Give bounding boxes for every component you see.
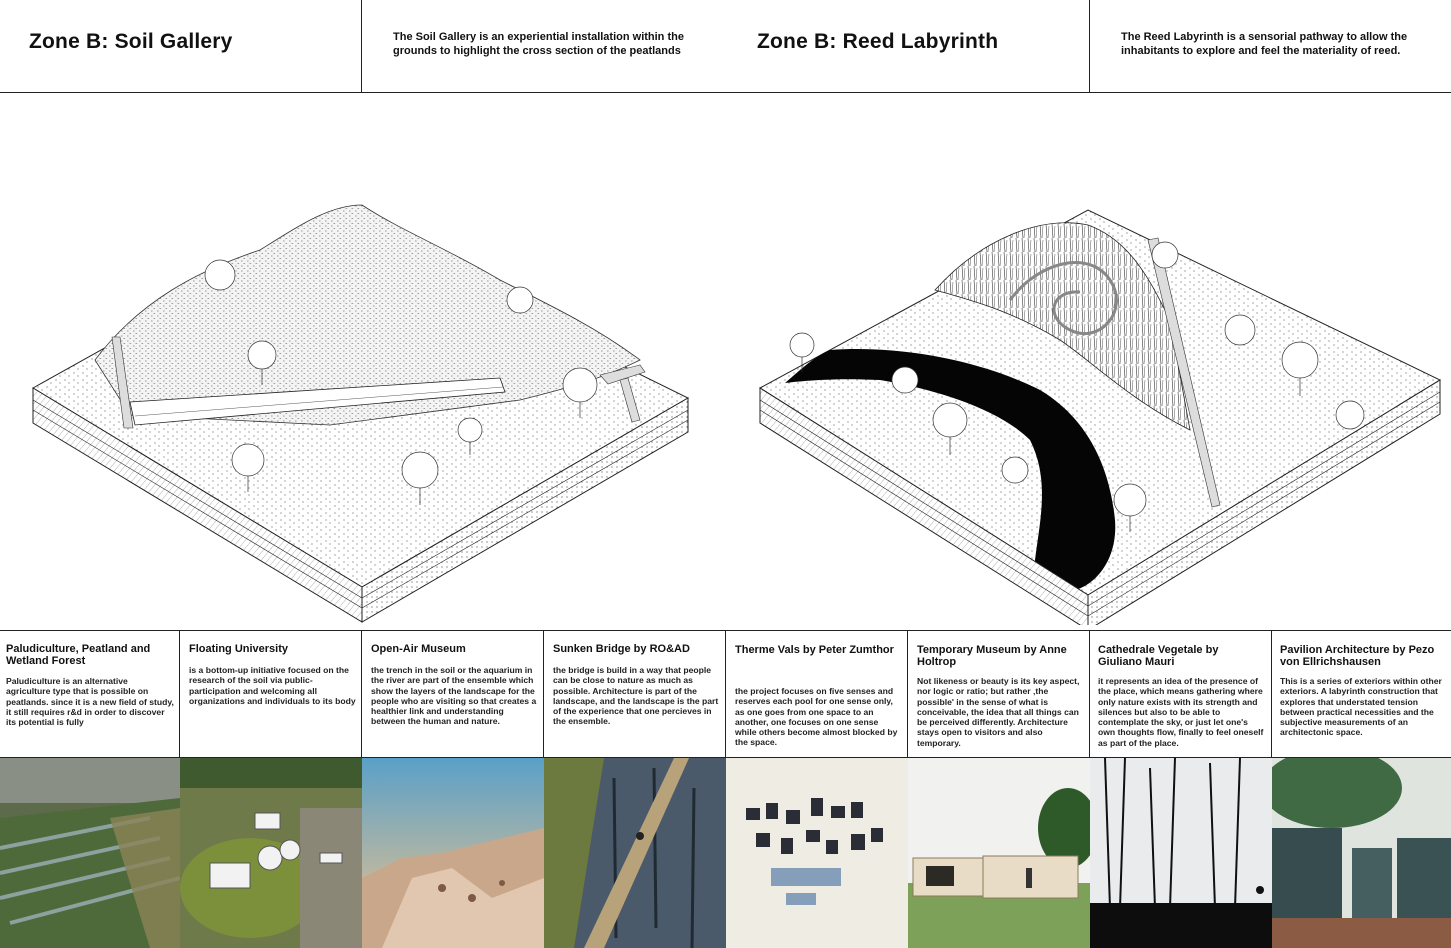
card-title: Sunken Bridge by RO&AD (553, 643, 690, 655)
card-floating-university (180, 631, 362, 757)
photo-temporary-museum (908, 758, 1090, 948)
card-cathedrale-vegetale (1090, 631, 1272, 757)
photo-open-air-museum (362, 758, 544, 948)
photo-sunken-bridge (544, 758, 726, 948)
reed-labyrinth-axonometric (726, 100, 1451, 625)
card-body: Not likeness or beauty is its key aspect, nor logic or ratio; but rather ‚the possible' in the sense of what is conceivable, the idea that all things can be perceived differently. Architecture stays open to visitors and also temporary. (917, 676, 1080, 748)
card-title: Floating University (189, 643, 289, 655)
card-title: Pavilion Architecture by Pezo von Ellrichshausen (1280, 644, 1435, 668)
photo-cathedrale-vegetale (1090, 758, 1272, 948)
reed-labyrinth-description-line2: inhabitants to explore and feel the materiality of reed. (1121, 45, 1401, 57)
header-divider (361, 0, 362, 92)
card-pavilion-architecture (1272, 631, 1451, 757)
soil-gallery-description-line2: grounds to highlight the cross section of the peatlands (393, 45, 681, 57)
soil-gallery-axonometric (0, 100, 725, 625)
reed-labyrinth-title: Zone B: Reed Labyrinth (757, 30, 999, 53)
photo-floating-university (180, 758, 362, 948)
card-temporary-museum (908, 631, 1090, 757)
card-paludiculture (0, 631, 180, 757)
soil-gallery-description (393, 30, 684, 58)
card-body: is a bottom-up initiative focused on the research of the soil via public-participation and welcoming all organizations and individuals to its body (189, 665, 356, 706)
card-title: Open-Air Museum (371, 643, 466, 655)
photo-pavilion-architecture (1272, 758, 1451, 948)
soil-gallery-title: Zone B: Soil Gallery (29, 30, 233, 53)
card-body: Paludiculture is an alternative agriculture type that is possible on peatlands. since it is a new field of study, it still requires r&d in order to discover its potential is fully (6, 676, 174, 728)
card-body: the bridge is build in a way that people can be close to nature as much as possible. Architecture is part of the landscape, and the landscape is the part of the experience that one percieves in the ensemble. (553, 665, 719, 727)
card-open-air-museum (362, 631, 544, 757)
card-therme-vals (726, 631, 908, 757)
header (0, 0, 1451, 93)
card-title: Paludiculture, Peatland and Wetland Forest (6, 643, 151, 667)
card-title: Therme Vals by Peter Zumthor (735, 644, 894, 656)
photo-paludiculture-fields (0, 758, 180, 948)
card-body: This is a series of exteriors within other exteriors. A labyrinth construction that explores that understated tension between practical necessities and the subjective measurements of an architectonic space. (1280, 676, 1442, 738)
card-sunken-bridge (544, 631, 726, 757)
photo-therme-vals-sketch (726, 758, 908, 948)
card-title: Temporary Museum by Anne Holtrop (917, 644, 1067, 668)
header-divider (1089, 0, 1090, 92)
card-title: Cathedrale Vegetale by Giuliano Mauri (1098, 644, 1219, 668)
card-body: the trench in the soil or the aquarium in the river are part of the ensemble which show the layers of the landscape for the people who are visiting so that creates a healthier link and understanding between the human and nature. (371, 665, 537, 727)
reed-labyrinth-description-line1: The Reed Labyrinth is a sensorial pathway to allow the (1121, 31, 1408, 43)
reed-labyrinth-description (1121, 30, 1407, 58)
card-body: it represents an idea of the presence of the place, which means gathering where only nature exists with its strength and silences but also to be able to contemplate the sky, or just let one's own thoughts flow, finally to feel oneself as part of the place. (1098, 676, 1264, 748)
card-body: the project focuses on five senses and reserves each pool for one sense only, as one goes from one space to an another, one focuses on one sense while others become almost blocked by the space. (735, 686, 898, 748)
soil-gallery-description-line1: The Soil Gallery is an experiential installation within the (393, 31, 684, 43)
